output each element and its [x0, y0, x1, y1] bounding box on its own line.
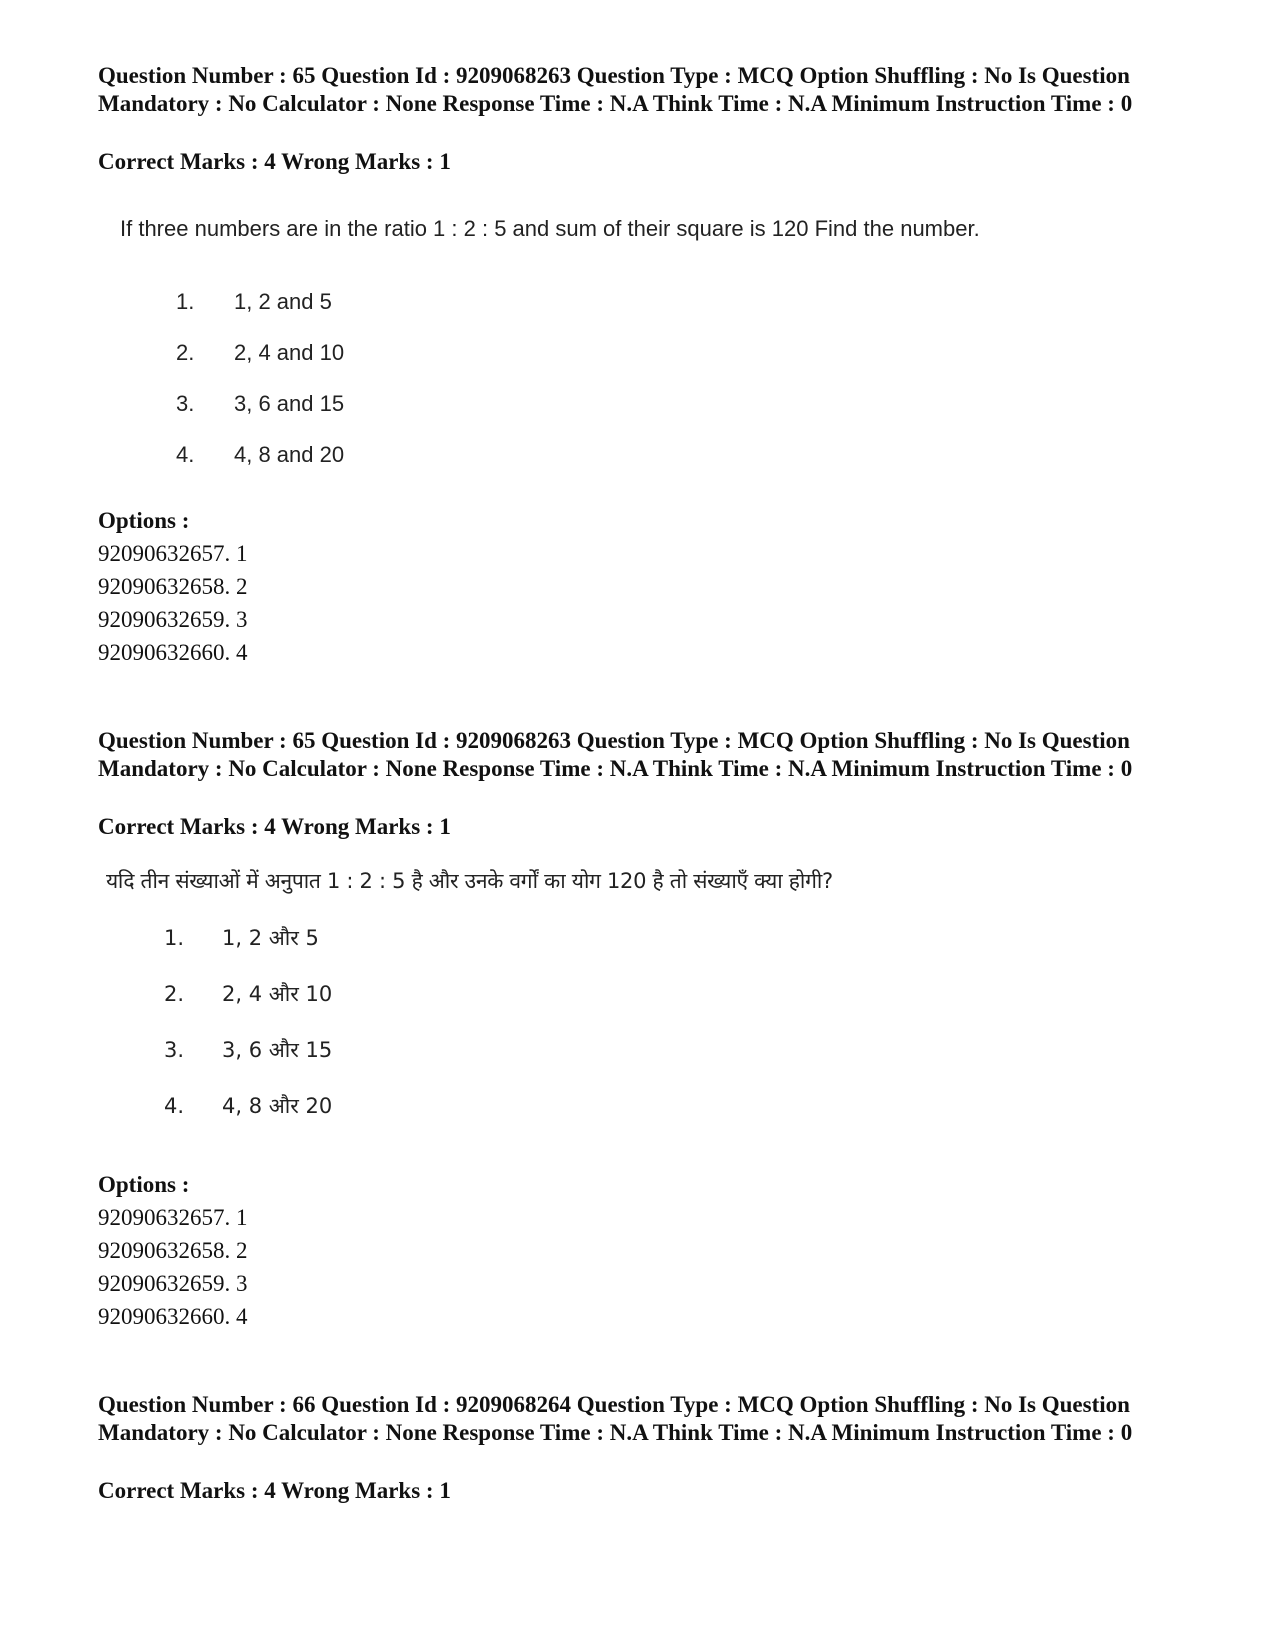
choice-number: 3. — [164, 1038, 185, 1062]
option-id-line: 92090632658. 2 — [98, 574, 248, 599]
question-text: If three numbers are in the ratio 1 : 2 : 5 and sum of their square is 120 Find the number. — [120, 216, 980, 241]
options-heading: Options : — [98, 508, 190, 533]
question-text: यदि तीन संख्याओं में अनुपात 1 : 2 : 5 है और उनके वर्गों का योग 120 है तो संख्याएँ क्या होगी? — [106, 869, 833, 893]
choice-text: 4, 8 and 20 — [234, 442, 345, 467]
choice-text: 2, 4 और 10 — [222, 982, 333, 1006]
choice-item — [176, 441, 344, 469]
choice-text: 1, 2 and 5 — [234, 289, 332, 314]
question-meta: Question Number : 66 Question Id : 9209068264 Question Type : MCQ Option Shuffling : No Is Question Mandatory : No Calculator : None Response Time : N.A Think Time : N.A Minimum Instruction Time : 0 — [98, 1392, 1133, 1445]
choice-text: 2, 4 and 10 — [234, 340, 345, 365]
option-id-line: 92090632657. 1 — [98, 1205, 248, 1230]
choice-number: 1. — [176, 289, 195, 314]
option-id-line: 92090632660. 4 — [98, 1304, 248, 1329]
marks-line: Correct Marks : 4 Wrong Marks : 1 — [98, 814, 451, 839]
choice-text: 1, 2 और 5 — [222, 926, 319, 950]
choice-item — [164, 980, 332, 1008]
question-meta: Question Number : 65 Question Id : 9209068263 Question Type : MCQ Option Shuffling : No Is Question Mandatory : No Calculator : None Response Time : N.A Think Time : N.A Minimum Instruction Time : 0 — [98, 63, 1133, 116]
marks-line: Correct Marks : 4 Wrong Marks : 1 — [98, 1478, 451, 1503]
choice-item — [176, 339, 344, 367]
marks-line: Correct Marks : 4 Wrong Marks : 1 — [98, 149, 451, 174]
option-id-line: 92090632659. 3 — [98, 607, 248, 632]
choice-text: 3, 6 और 15 — [222, 1038, 333, 1062]
choice-number: 4. — [176, 442, 195, 467]
choice-item — [164, 1092, 332, 1120]
choice-number: 4. — [164, 1094, 185, 1118]
choice-item — [164, 924, 319, 952]
choice-text: 4, 8 और 20 — [222, 1094, 333, 1118]
choice-number: 3. — [176, 391, 195, 416]
choice-number: 1. — [164, 926, 185, 950]
choice-number: 2. — [176, 340, 195, 365]
choice-number: 2. — [164, 982, 185, 1006]
choice-text: 3, 6 and 15 — [234, 391, 345, 416]
question-meta: Question Number : 65 Question Id : 9209068263 Question Type : MCQ Option Shuffling : No Is Question Mandatory : No Calculator : None Response Time : N.A Think Time : N.A Minimum Instruction Time : 0 — [98, 728, 1133, 781]
choice-item — [164, 1036, 332, 1064]
option-id-line: 92090632660. 4 — [98, 640, 248, 665]
option-id-line: 92090632658. 2 — [98, 1238, 248, 1263]
choice-item — [176, 390, 344, 418]
options-heading: Options : — [98, 1172, 190, 1197]
option-id-line: 92090632659. 3 — [98, 1271, 248, 1296]
choice-item — [176, 288, 332, 316]
option-id-line: 92090632657. 1 — [98, 541, 248, 566]
